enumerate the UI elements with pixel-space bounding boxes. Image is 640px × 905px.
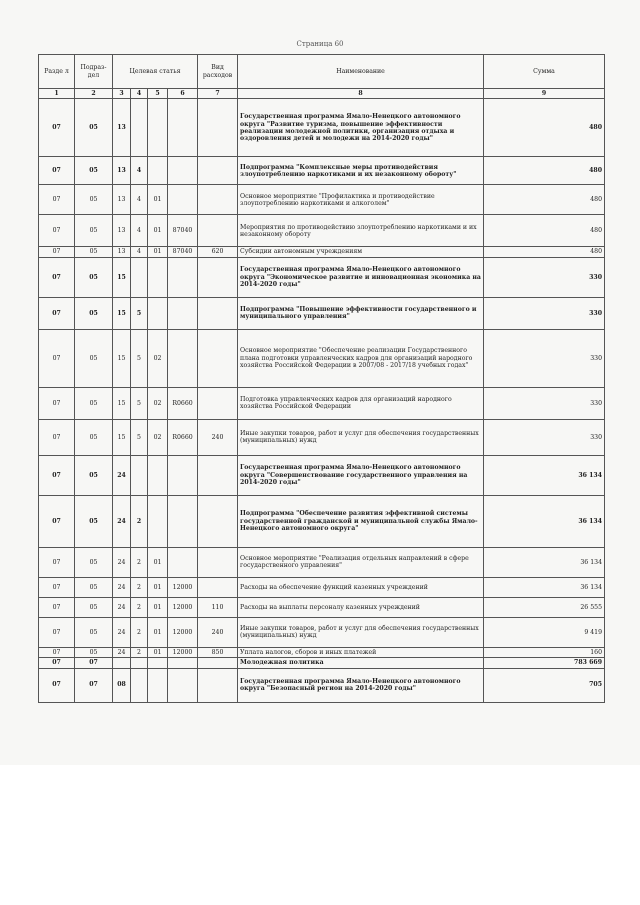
- table-row: [39, 157, 605, 185]
- code-cell-subsection: 05: [75, 419, 113, 455]
- code-cell-program: 08: [113, 668, 131, 702]
- code-cell-subsection: 05: [75, 455, 113, 495]
- code-cell-measure: 01: [148, 185, 168, 215]
- code-cell-subprogram: 4: [131, 215, 148, 247]
- row-name: Мероприятия по противодействию злоупотреблению наркотиками и их незаконному обороту: [238, 215, 484, 247]
- row-name: Государственная программа Ямало-Ненецкого автономного округа "Безопасный регион на 2014-2020 годы": [238, 668, 484, 702]
- code-cell-subprogram: 4: [131, 185, 148, 215]
- table-row: [39, 257, 605, 297]
- row-sum: 480: [484, 247, 605, 257]
- code-cell-subprogram: 2: [131, 597, 148, 617]
- code-cell-direction: [168, 658, 198, 668]
- code-cell-measure: 01: [148, 547, 168, 577]
- row-sum: 480: [484, 157, 605, 185]
- code-cell-subprogram: 5: [131, 387, 148, 419]
- row-sum: 36 134: [484, 547, 605, 577]
- code-cell-subsection: 05: [75, 185, 113, 215]
- code-cell-program: 24: [113, 495, 131, 547]
- code-cell-expense-type: 240: [198, 419, 238, 455]
- table-row: [39, 577, 605, 597]
- code-cell-subprogram: 4: [131, 247, 148, 257]
- row-name: Иные закупки товаров, работ и услуг для обеспечения государственных (муниципальных) нужд: [238, 617, 484, 647]
- code-cell-direction: [168, 297, 198, 329]
- code-cell-expense-type: 620: [198, 247, 238, 257]
- code-cell-direction: [168, 157, 198, 185]
- table-row: [39, 185, 605, 215]
- column-number: 5: [148, 89, 168, 99]
- code-cell-expense-type: [198, 185, 238, 215]
- table-row: [39, 455, 605, 495]
- code-cell-section: 07: [39, 547, 75, 577]
- row-name: Основное мероприятие "Профилактика и противодействие злоупотреблению наркотиками и алкоголем": [238, 185, 484, 215]
- code-cell-expense-type: [198, 297, 238, 329]
- blank-margin: [0, 765, 640, 905]
- code-cell-subsection: 05: [75, 547, 113, 577]
- code-cell-subsection: 05: [75, 495, 113, 547]
- code-cell-section: 07: [39, 647, 75, 657]
- table-row: [39, 617, 605, 647]
- code-cell-subprogram: [131, 455, 148, 495]
- row-sum: 36 134: [484, 577, 605, 597]
- row-name: Расходы на обеспечение функций казенных учреждений: [238, 577, 484, 597]
- code-cell-subsection: 07: [75, 668, 113, 702]
- header-sum: Сумма: [484, 55, 605, 89]
- code-cell-program: 15: [113, 387, 131, 419]
- code-cell-subprogram: 5: [131, 329, 148, 387]
- column-number: 9: [484, 89, 605, 99]
- code-cell-direction: [168, 257, 198, 297]
- code-cell-program: 24: [113, 597, 131, 617]
- code-cell-expense-type: [198, 157, 238, 185]
- code-cell-subprogram: [131, 658, 148, 668]
- code-cell-section: 07: [39, 658, 75, 668]
- header-expense-type: Вид расходов: [198, 55, 238, 89]
- code-cell-program: 24: [113, 617, 131, 647]
- row-sum: 330: [484, 297, 605, 329]
- code-cell-subsection: 05: [75, 617, 113, 647]
- table-row: [39, 329, 605, 387]
- code-cell-measure: [148, 455, 168, 495]
- row-name: Государственная программа Ямало-Ненецкого автономного округа "Развитие туризма, повышение эффективности реализации молодежной политики, организация отдыха и оздоровления детей и молодежи на 2014-2020 годы": [238, 99, 484, 157]
- table-row: [39, 297, 605, 329]
- code-cell-expense-type: [198, 577, 238, 597]
- code-cell-subsection: 07: [75, 658, 113, 668]
- table-row: [39, 387, 605, 419]
- code-cell-program: 13: [113, 157, 131, 185]
- code-cell-direction: 12000: [168, 597, 198, 617]
- code-cell-subprogram: [131, 668, 148, 702]
- column-number-row: [39, 89, 605, 99]
- code-cell-section: 07: [39, 215, 75, 247]
- code-cell-program: 24: [113, 455, 131, 495]
- code-cell-section: 07: [39, 157, 75, 185]
- code-cell-program: 15: [113, 329, 131, 387]
- table-row: [39, 495, 605, 547]
- code-cell-measure: 01: [148, 617, 168, 647]
- code-cell-subprogram: 2: [131, 647, 148, 657]
- code-cell-measure: [148, 157, 168, 185]
- code-cell-expense-type: 850: [198, 647, 238, 657]
- code-cell-direction: 87040: [168, 247, 198, 257]
- code-cell-measure: 01: [148, 247, 168, 257]
- column-number: 3: [113, 89, 131, 99]
- code-cell-direction: [168, 99, 198, 157]
- code-cell-section: 07: [39, 419, 75, 455]
- row-sum: 480: [484, 215, 605, 247]
- column-number: 6: [168, 89, 198, 99]
- row-name: Уплата налогов, сборов и иных платежей: [238, 647, 484, 657]
- code-cell-direction: 12000: [168, 647, 198, 657]
- code-cell-measure: 01: [148, 577, 168, 597]
- code-cell-direction: 87040: [168, 215, 198, 247]
- code-cell-subsection: 05: [75, 99, 113, 157]
- budget-table: [38, 54, 605, 703]
- row-sum: 330: [484, 387, 605, 419]
- column-number: 2: [75, 89, 113, 99]
- column-number: 8: [238, 89, 484, 99]
- code-cell-direction: [168, 668, 198, 702]
- code-cell-section: 07: [39, 495, 75, 547]
- code-cell-measure: 01: [148, 597, 168, 617]
- row-name: Расходы на выплаты персоналу казенных учреждений: [238, 597, 484, 617]
- row-name: Государственная программа Ямало-Ненецкого автономного округа "Экономическое развитие и инновационная экономика на 2014-2020 годы": [238, 257, 484, 297]
- column-number: 1: [39, 89, 75, 99]
- row-name: Основное мероприятие "Обеспечение реализации Государственного плана подготовки управленческих кадров для организаций народного хозяйства Российской Федерации в 2007/08 - 2017/18 учебных годах": [238, 329, 484, 387]
- code-cell-direction: [168, 547, 198, 577]
- row-sum: 330: [484, 257, 605, 297]
- table-row: [39, 547, 605, 577]
- row-name: Иные закупки товаров, работ и услуг для обеспечения государственных (муниципальных) нужд: [238, 419, 484, 455]
- code-cell-section: 07: [39, 387, 75, 419]
- code-cell-measure: [148, 668, 168, 702]
- code-cell-subsection: 05: [75, 215, 113, 247]
- table-row: [39, 597, 605, 617]
- code-cell-section: 07: [39, 257, 75, 297]
- code-cell-measure: [148, 297, 168, 329]
- code-cell-measure: 02: [148, 329, 168, 387]
- row-name: Субсидии автономным учреждениям: [238, 247, 484, 257]
- code-cell-expense-type: [198, 99, 238, 157]
- row-sum: 705: [484, 668, 605, 702]
- code-cell-subprogram: 2: [131, 577, 148, 597]
- code-cell-subprogram: 2: [131, 617, 148, 647]
- code-cell-program: 15: [113, 297, 131, 329]
- code-cell-section: 07: [39, 668, 75, 702]
- row-name: Подпрограмма "Обеспечение развития эффективной системы государственной гражданской и муниципальной службы Ямало-Ненецкого автономного округа": [238, 495, 484, 547]
- code-cell-measure: [148, 257, 168, 297]
- table-row: [39, 658, 605, 668]
- code-cell-measure: [148, 658, 168, 668]
- row-sum: 36 134: [484, 455, 605, 495]
- code-cell-program: 13: [113, 99, 131, 157]
- row-name: Подпрограмма "Комплексные меры противодействия злоупотреблению наркотиками и их незаконному обороту": [238, 157, 484, 185]
- code-cell-subsection: 05: [75, 157, 113, 185]
- column-number: 7: [198, 89, 238, 99]
- code-cell-section: 07: [39, 247, 75, 257]
- code-cell-subprogram: 5: [131, 297, 148, 329]
- row-sum: 330: [484, 329, 605, 387]
- code-cell-direction: [168, 455, 198, 495]
- code-cell-expense-type: [198, 257, 238, 297]
- code-cell-subprogram: 4: [131, 157, 148, 185]
- code-cell-measure: [148, 99, 168, 157]
- code-cell-direction: R0660: [168, 419, 198, 455]
- column-number: 4: [131, 89, 148, 99]
- table-row: [39, 419, 605, 455]
- row-sum: 26 555: [484, 597, 605, 617]
- code-cell-program: 24: [113, 547, 131, 577]
- row-name: Подготовка управленческих кадров для организаций народного хозяйства Российской Федерации: [238, 387, 484, 419]
- code-cell-program: 13: [113, 215, 131, 247]
- table-row: [39, 99, 605, 157]
- code-cell-subprogram: 5: [131, 419, 148, 455]
- table-row: [39, 247, 605, 257]
- row-name: Государственная программа Ямало-Ненецкого автономного округа "Совершенствование государственного управления на 2014-2020 годы": [238, 455, 484, 495]
- code-cell-program: 24: [113, 647, 131, 657]
- code-cell-section: 07: [39, 617, 75, 647]
- code-cell-subprogram: 2: [131, 547, 148, 577]
- row-name: Молодежная политика: [238, 658, 484, 668]
- code-cell-program: 15: [113, 419, 131, 455]
- code-cell-section: 07: [39, 597, 75, 617]
- table-row: [39, 668, 605, 702]
- header-name: Наименование: [238, 55, 484, 89]
- code-cell-subsection: 05: [75, 647, 113, 657]
- code-cell-subsection: 05: [75, 257, 113, 297]
- code-cell-subprogram: 2: [131, 495, 148, 547]
- code-cell-expense-type: [198, 455, 238, 495]
- code-cell-expense-type: [198, 387, 238, 419]
- code-cell-section: 07: [39, 99, 75, 157]
- code-cell-measure: 02: [148, 419, 168, 455]
- code-cell-subprogram: [131, 257, 148, 297]
- header-row: [39, 55, 605, 89]
- code-cell-measure: 01: [148, 647, 168, 657]
- code-cell-expense-type: [198, 547, 238, 577]
- row-name: Подпрограмма "Повышение эффективности государственного и муниципального управления": [238, 297, 484, 329]
- code-cell-section: 07: [39, 185, 75, 215]
- table-body: [39, 99, 605, 702]
- code-cell-subsection: 05: [75, 577, 113, 597]
- code-cell-expense-type: [198, 658, 238, 668]
- code-cell-program: 24: [113, 577, 131, 597]
- page-number: Страница 60: [296, 40, 344, 48]
- table-row: [39, 647, 605, 657]
- row-sum: 480: [484, 185, 605, 215]
- code-cell-subsection: 05: [75, 597, 113, 617]
- code-cell-direction: 12000: [168, 617, 198, 647]
- code-cell-subsection: 05: [75, 247, 113, 257]
- code-cell-measure: 01: [148, 215, 168, 247]
- code-cell-subprogram: [131, 99, 148, 157]
- code-cell-expense-type: [198, 495, 238, 547]
- header-target: Целевая статья: [113, 55, 198, 89]
- code-cell-program: 13: [113, 247, 131, 257]
- code-cell-expense-type: [198, 215, 238, 247]
- header-section: Разде л: [39, 55, 75, 89]
- code-cell-subsection: 05: [75, 297, 113, 329]
- row-sum: 330: [484, 419, 605, 455]
- code-cell-measure: 02: [148, 387, 168, 419]
- code-cell-expense-type: [198, 329, 238, 387]
- row-sum: 160: [484, 647, 605, 657]
- code-cell-direction: [168, 185, 198, 215]
- code-cell-section: 07: [39, 297, 75, 329]
- code-cell-subsection: 05: [75, 329, 113, 387]
- code-cell-direction: 12000: [168, 577, 198, 597]
- row-sum: 783 669: [484, 658, 605, 668]
- code-cell-program: [113, 658, 131, 668]
- code-cell-program: 13: [113, 185, 131, 215]
- code-cell-section: 07: [39, 577, 75, 597]
- code-cell-direction: [168, 329, 198, 387]
- code-cell-program: 15: [113, 257, 131, 297]
- code-cell-expense-type: [198, 668, 238, 702]
- row-name: Основное мероприятие "Реализация отдельных направлений в сфере государственного управления": [238, 547, 484, 577]
- row-sum: 480: [484, 99, 605, 157]
- code-cell-section: 07: [39, 455, 75, 495]
- code-cell-section: 07: [39, 329, 75, 387]
- header-subsection: Подраз- дел: [75, 55, 113, 89]
- code-cell-direction: [168, 495, 198, 547]
- row-sum: 9 419: [484, 617, 605, 647]
- code-cell-expense-type: 110: [198, 597, 238, 617]
- code-cell-subsection: 05: [75, 387, 113, 419]
- code-cell-expense-type: 240: [198, 617, 238, 647]
- row-sum: 36 134: [484, 495, 605, 547]
- code-cell-measure: [148, 495, 168, 547]
- table-row: [39, 215, 605, 247]
- code-cell-direction: R0660: [168, 387, 198, 419]
